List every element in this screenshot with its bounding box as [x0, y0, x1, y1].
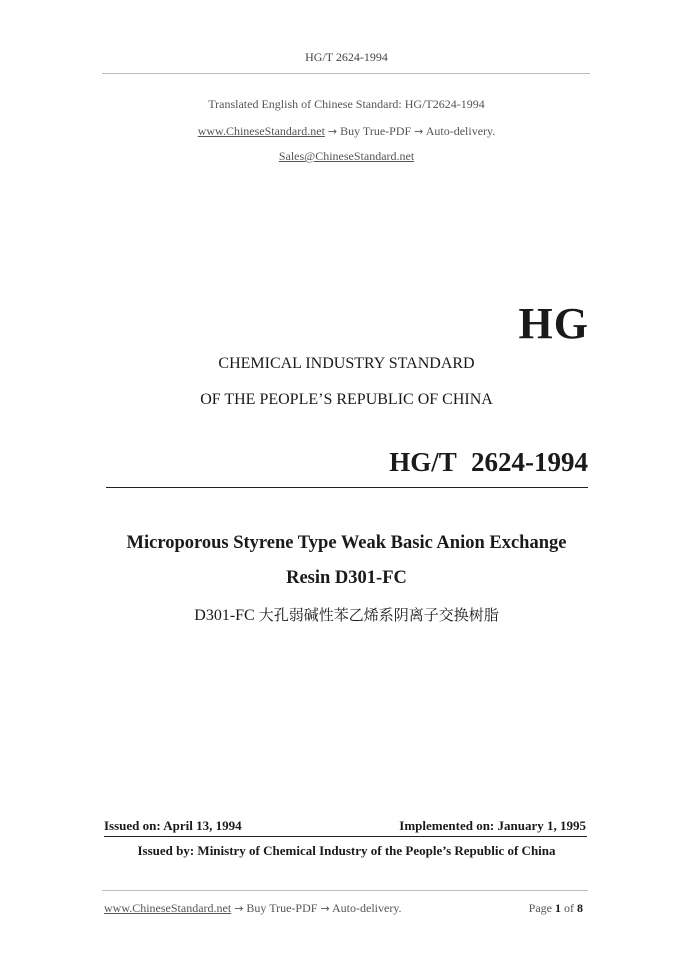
arrow-right-icon: → [327, 125, 338, 138]
running-head: HG/T 2624-1994 [305, 50, 388, 64]
page-total: 8 [577, 901, 583, 915]
page-current: 1 [555, 901, 561, 915]
footer-site-link[interactable]: www.ChineseStandard.net [104, 901, 232, 915]
purchase-notice [0, 124, 693, 139]
chinese-title-prefix: D301-FC [194, 607, 255, 624]
footer-buy-pdf-text: Buy True-PDF [246, 901, 318, 915]
site-link[interactable]: www.ChineseStandard.net [197, 124, 325, 138]
auto-delivery-text: Auto-delivery. [425, 124, 496, 138]
standard-mark: HG [518, 299, 589, 348]
footer-divider [102, 890, 588, 891]
chinese-title-text: 大孔弱碱性苯乙烯系阴离子交换树脂 [258, 606, 499, 624]
document-title-line2: Resin D301-FC [286, 568, 407, 588]
email-notice [0, 149, 693, 164]
footer-auto-delivery-text: Auto-delivery. [332, 901, 402, 915]
page-indicator [529, 901, 583, 916]
header-divider [102, 73, 590, 74]
implemented-date: Implemented on: January 1, 1995 [399, 818, 586, 833]
arrow-right-icon: → [234, 902, 244, 915]
arrow-right-icon: → [414, 125, 424, 138]
document-title-line1: Microporous Styrene Type Weak Basic Anion Exchange [126, 533, 567, 553]
standard-type-line1: CHEMICAL INDUSTRY STANDARD [218, 355, 475, 372]
title-divider [106, 487, 588, 488]
footer-purchase-notice [104, 901, 402, 916]
issue-divider [104, 836, 587, 837]
sales-email-link[interactable]: Sales@ChineseStandard.net [278, 149, 415, 163]
buy-pdf-text: Buy True-PDF [340, 124, 412, 138]
chinese-title [0, 604, 693, 625]
translation-notice: Translated English of Chinese Standard: HG/T2624-1994 [208, 97, 485, 111]
standard-type-line2: OF THE PEOPLE’S REPUBLIC OF CHINA [200, 391, 493, 408]
arrow-right-icon: → [320, 902, 330, 915]
page-of-label: of [564, 901, 574, 915]
issued-date: Issued on: April 13, 1994 [104, 818, 242, 833]
page-label: Page [528, 901, 552, 915]
standard-number: HG/T 2624-1994 [389, 447, 588, 477]
issuing-authority: Issued by: Ministry of Chemical Industry of the People’s Republic of China [137, 843, 556, 858]
